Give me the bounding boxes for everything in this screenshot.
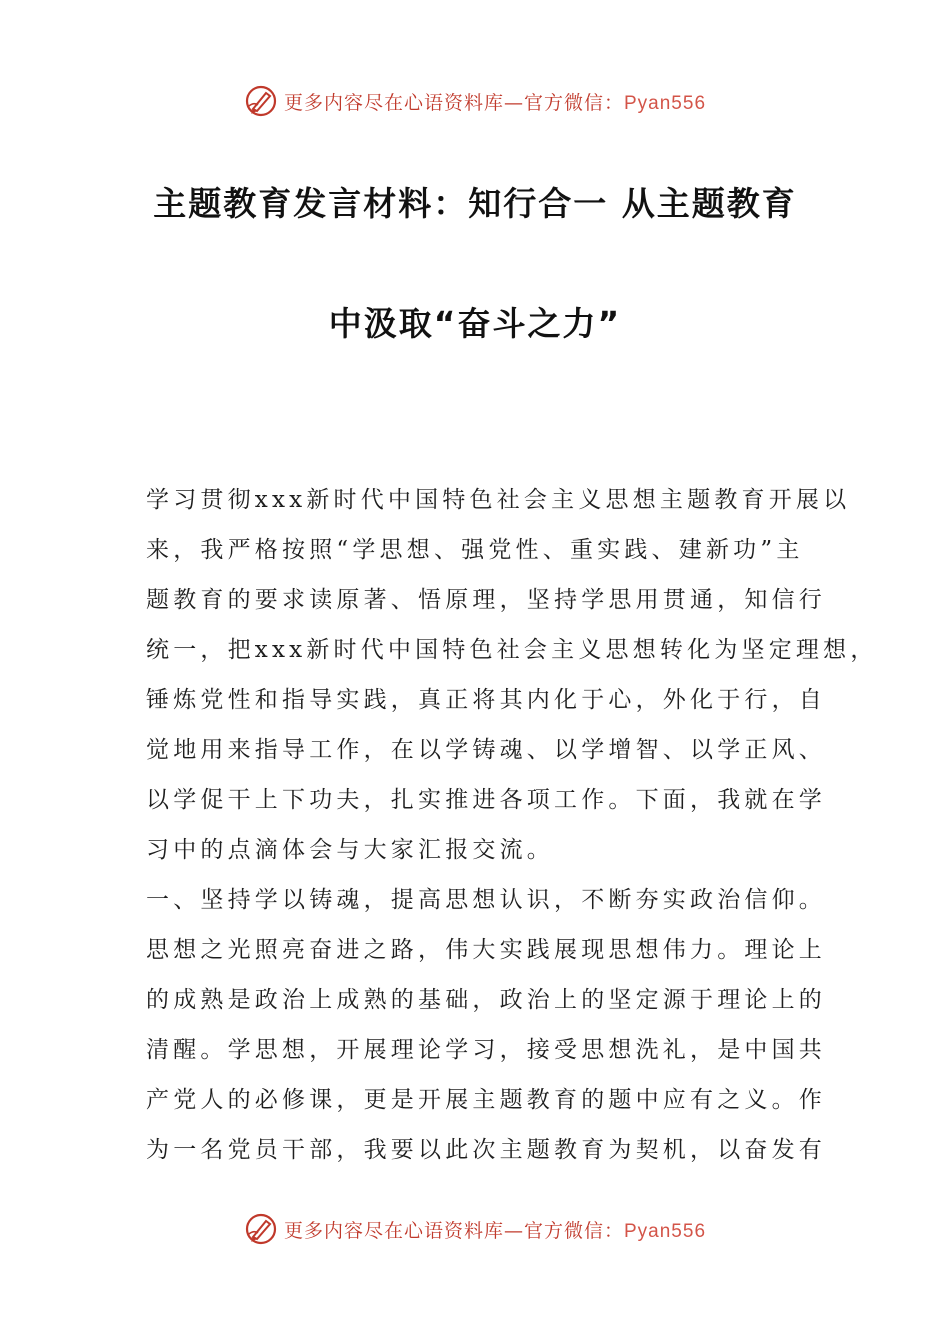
body-line: 产党人的必修课，更是开展主题教育的题中应有之义。作 xyxy=(146,1087,826,1113)
body-line: 以学促干上下功夫，扎实推进各项工作。下面，我就在学 xyxy=(146,787,826,813)
body-line: 觉地用来指导工作，在以学铸魂、以学增智、以学正风、 xyxy=(146,737,826,763)
body-line: 思想之光照亮奋进之路，伟大实践展现思想伟力。理论上 xyxy=(146,937,826,963)
header-watermark xyxy=(0,84,950,118)
body-line: 习中的点滴体会与大家汇报交流。 xyxy=(146,837,554,863)
document-body xyxy=(146,480,878,1180)
body-line: 的成熟是政治上成熟的基础，政治上的坚定源于理论上的 xyxy=(146,987,826,1013)
body-line: 题教育的要求读原著、悟原理，坚持学思用贯通，知信行 xyxy=(146,587,826,613)
body-line: 为一名党员干部，我要以此次主题教育为契机，以奋发有 xyxy=(146,1137,826,1163)
watermark-text: 更多内容尽在心语资料库—官方微信：Pyan556 xyxy=(283,91,707,114)
section-heading: 一、坚持学以铸魂，提高思想认识，不断夯实政治信仰。 xyxy=(146,887,826,913)
watermark-text: 更多内容尽在心语资料库—官方微信：Pyan556 xyxy=(283,1219,707,1242)
body-line: 来，我严格按照“学思想、强党性、重实践、建新功”主 xyxy=(146,537,804,563)
document-title-line-1: 主题教育发言材料：知行合一 从主题教育 xyxy=(153,184,797,223)
body-line: 学习贯彻xxx新时代中国特色社会主义思想主题教育开展以 xyxy=(146,487,851,513)
pen-logo-icon xyxy=(244,84,278,118)
document-title-line-2: 中汲取“奋斗之力” xyxy=(328,304,622,343)
body-line: 统一，把xxx新时代中国特色社会主义思想转化为坚定理想， xyxy=(146,637,878,663)
body-line: 锤炼党性和指导实践，真正将其内化于心，外化于行，自 xyxy=(146,687,826,713)
pen-logo-icon xyxy=(244,1212,278,1246)
body-line: 清醒。学思想，开展理论学习，接受思想洗礼，是中国共 xyxy=(146,1037,826,1063)
footer-watermark xyxy=(0,1212,950,1246)
